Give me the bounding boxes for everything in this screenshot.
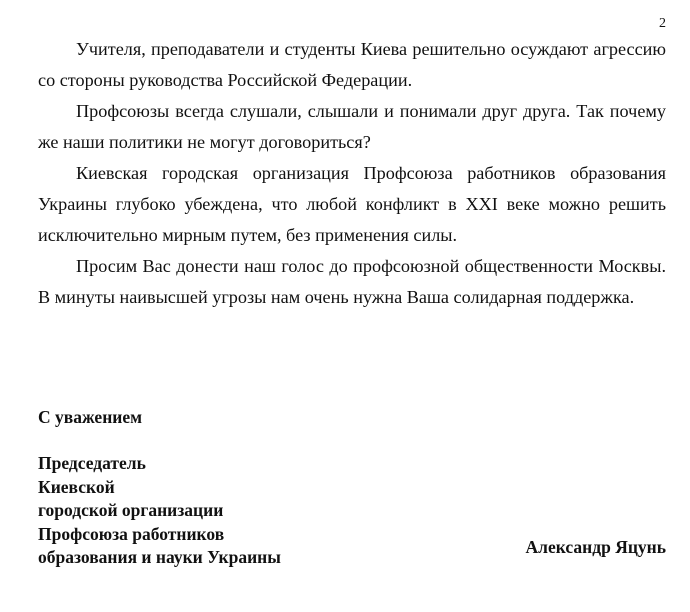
closing-phrase: С уважением xyxy=(38,407,143,427)
paragraph-unions: Профсоюзы всегда слушали, слышали и понимали друг друга. Так почему же наши политики не могут договориться? xyxy=(38,101,666,152)
signer-name: Александр Яцунь xyxy=(525,537,666,557)
paragraph-request: Просим Вас донести наш голос до профсоюзной общественности Москвы. В минуты наивысшей угрозы нам очень нужна Ваша солидарная поддержка. xyxy=(38,256,666,307)
signer-title-line: Киевской xyxy=(38,476,115,497)
page-number: 2 xyxy=(659,16,666,31)
signer-title xyxy=(38,452,281,570)
signer-title-line: городской организации xyxy=(38,500,224,520)
paragraph-kyiv-organization: Киевская городская организация Профсоюза работников образования Украины глубоко убеждена, что любой конфликт в XXI веке можно решить исключительно мирным путем, без применения силы. xyxy=(38,163,666,245)
signer-title-line: Профсоюза работников xyxy=(38,523,225,544)
letter-body xyxy=(38,34,666,313)
paragraph-condemnation: Учителя, преподаватели и студенты Киева решительно осуждают агрессию со стороны руководства Российской Федерации. xyxy=(38,39,666,90)
signer-title-line: Председатель xyxy=(38,453,146,473)
signer-title-line: образования и науки Украины xyxy=(38,547,281,567)
